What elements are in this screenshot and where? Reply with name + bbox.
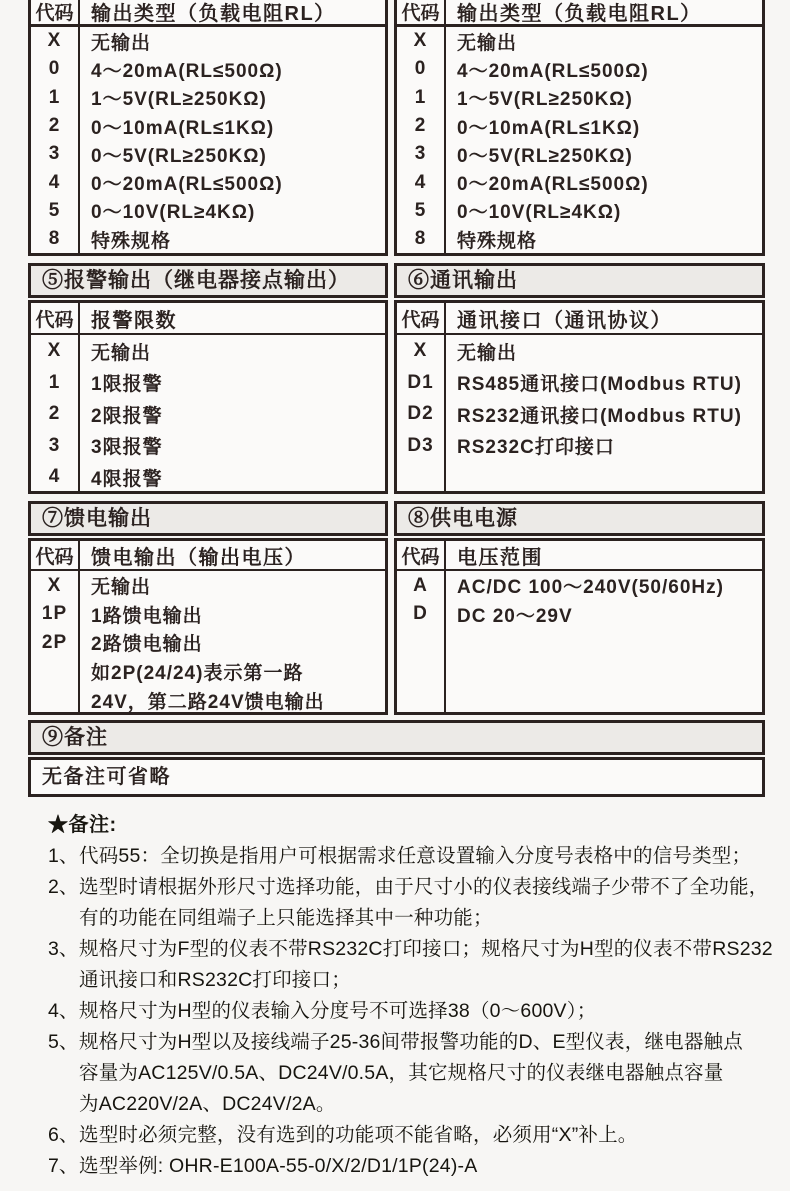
table-row [31, 657, 385, 686]
footnote-text: 通讯接口和RS232C打印接口； [79, 969, 351, 992]
code-cell: 5 [414, 199, 427, 221]
code-cell: 8 [414, 228, 427, 250]
section-6-communication-output [394, 263, 765, 494]
footnote-line [48, 1089, 765, 1120]
footnote-number: 6、 [48, 1124, 79, 1147]
desc-cell: 4～20mA(RL≤500Ω) [91, 60, 283, 82]
desc-cell: 0～20mA(RL≤500Ω) [91, 174, 283, 196]
code-cell: D3 [407, 434, 434, 456]
table-row [397, 55, 762, 83]
table-row [397, 197, 762, 225]
desc-header: 通讯接口（通讯协议） [457, 309, 672, 332]
desc-cell: 0～10mA(RL≤1KΩ) [91, 117, 275, 139]
desc-cell: 无输出 [457, 32, 518, 54]
table-row [31, 55, 385, 83]
desc-header: 电压范围 [457, 546, 543, 569]
code-header: 代码 [401, 309, 440, 331]
code-header: 代码 [35, 2, 74, 24]
table-row [31, 225, 385, 253]
footnote-text: 代码55：全切换是指用户可根据需求任意设置输入分度号表格中的信号类型； [79, 845, 752, 868]
footnote-line [48, 934, 773, 965]
table-row [31, 27, 385, 55]
desc-cell: 24V，第二路24V馈电输出 [91, 691, 325, 713]
table-row [31, 140, 385, 168]
footnote-text: 容量为AC125V/0.5A、DC24V/0.5A，其它规格尺寸的仪表继电器触点容量 [79, 1062, 724, 1085]
footnote-number: 3、 [48, 938, 79, 961]
table-row [397, 398, 762, 430]
desc-cell: 4～20mA(RL≤500Ω) [457, 60, 649, 82]
table-row [31, 571, 385, 600]
table-row [31, 112, 385, 140]
desc-cell: 无输出 [91, 32, 152, 54]
footnotes-title: ★备注: [48, 814, 117, 837]
table-row [397, 335, 762, 367]
table-row [31, 686, 385, 715]
section-8-power-supply [394, 501, 765, 715]
output-tables-row [28, 0, 765, 256]
code-header: 代码 [35, 309, 74, 331]
desc-cell: 0～10V(RL≥4KΩ) [457, 202, 622, 224]
table-row [31, 335, 385, 367]
code-cell: 1 [48, 371, 61, 393]
table-row [397, 430, 762, 462]
table-header-row [397, 303, 762, 335]
footnotes [28, 810, 773, 1182]
footnote-number: 2、 [48, 876, 79, 899]
footnote-number: 5、 [48, 1031, 79, 1054]
table-row [31, 600, 385, 629]
footnote-line [48, 841, 765, 872]
table-row [31, 398, 385, 430]
footnote-line [48, 1151, 765, 1182]
section-6-header: ⑥通讯输出 [394, 263, 765, 298]
code-header: 代码 [35, 546, 74, 568]
code-cell: X [47, 574, 62, 596]
footnote-number [48, 1089, 79, 1120]
desc-cell: 无输出 [91, 577, 152, 599]
footnote-number [48, 1058, 79, 1089]
code-cell: 4 [48, 171, 61, 193]
table-row [31, 461, 385, 493]
code-cell: A [413, 574, 428, 596]
section-8-header: ⑧供电电源 [394, 501, 765, 536]
code-cell: 2 [48, 115, 61, 137]
table-header-row [397, 0, 762, 27]
desc-cell: 0～20mA(RL≤500Ω) [457, 174, 649, 196]
code-cell: 1 [414, 86, 427, 108]
code-cell: 4 [48, 466, 61, 488]
desc-cell: AC/DC 100～240V(50/60Hz) [457, 577, 724, 599]
table-row [397, 27, 762, 55]
desc-header: 馈电输出（输出电压） [91, 546, 306, 569]
footnote-line [48, 1027, 765, 1058]
code-cell: 0 [48, 58, 61, 80]
table-header-row [31, 303, 385, 335]
desc-header: 输出类型（负载电阻RL） [91, 2, 336, 25]
sections-row-5-6 [28, 263, 765, 494]
table-row [397, 600, 762, 629]
desc-cell: RS232通讯接口(Modbus RTU) [457, 405, 742, 427]
code-cell: 2 [48, 403, 61, 425]
code-cell: 1P [41, 603, 68, 625]
desc-cell: RS232C打印接口 [457, 437, 615, 459]
code-cell: D2 [407, 403, 434, 425]
footnote-line [48, 996, 765, 1027]
code-cell: D1 [407, 371, 434, 393]
code-cell: 2P [41, 631, 68, 653]
desc-cell: 1路馈电输出 [91, 605, 203, 627]
code-cell: X [413, 30, 428, 52]
code-header: 代码 [401, 546, 440, 568]
sections-row-7-8 [28, 501, 765, 715]
desc-cell: 2限报警 [91, 405, 163, 427]
table-row [397, 367, 762, 399]
table-row [397, 225, 762, 253]
section-8-table [394, 538, 765, 715]
table-header-row [397, 541, 762, 571]
footnote-number: 4、 [48, 1000, 79, 1023]
code-cell: X [47, 340, 62, 362]
table-row [31, 197, 385, 225]
desc-cell: RS485通讯接口(Modbus RTU) [457, 374, 742, 396]
footnote-text: 选型时必须完整，没有选到的功能项不能省略，必须用“X”补上。 [79, 1124, 638, 1147]
code-cell: X [413, 340, 428, 362]
footnote-number [48, 903, 79, 934]
code-cell: 8 [48, 228, 61, 250]
desc-header: 输出类型（负载电阻RL） [457, 2, 702, 25]
table-row [397, 571, 762, 600]
desc-cell: 4限报警 [91, 468, 163, 490]
desc-cell: 0～10mA(RL≤1KΩ) [457, 117, 641, 139]
code-cell: 3 [414, 143, 427, 165]
desc-cell: 1～5V(RL≥250KΩ) [91, 89, 267, 111]
top-table-left [28, 0, 388, 256]
footnote-line [48, 1058, 765, 1089]
code-cell: 4 [414, 171, 427, 193]
code-cell: X [47, 30, 62, 52]
code-cell: 3 [48, 143, 61, 165]
desc-cell: 1～5V(RL≥250KΩ) [457, 89, 633, 111]
footnote-line [48, 903, 765, 934]
code-cell: 0 [414, 58, 427, 80]
section-7-feed-output [28, 501, 388, 715]
desc-cell: DC 20～29V [457, 605, 573, 627]
desc-cell: 特殊规格 [457, 230, 538, 252]
desc-cell: 2路馈电输出 [91, 634, 203, 656]
footnote-text: 规格尺寸为F型的仪表不带RS232C打印接口；规格尺寸为H型的仪表不带RS232 [79, 938, 773, 961]
table-row [397, 84, 762, 112]
table-header-row [31, 541, 385, 571]
footnote-number: 1、 [48, 845, 79, 868]
desc-cell: 特殊规格 [91, 230, 172, 252]
code-cell: 1 [48, 86, 61, 108]
top-table-right [394, 0, 765, 256]
section-5-table [28, 300, 388, 494]
code-cell: 2 [414, 115, 427, 137]
section-5-alarm-output [28, 263, 388, 494]
table-row [31, 629, 385, 658]
desc-cell: 0～10V(RL≥4KΩ) [91, 202, 256, 224]
section-9-header: ⑨备注 [28, 720, 765, 755]
section-9-remark [28, 720, 765, 797]
section-7-header: ⑦馈电输出 [28, 501, 388, 536]
table-row [397, 140, 762, 168]
footnote-list [48, 841, 773, 1182]
desc-cell: 3限报警 [91, 437, 163, 459]
desc-cell: 如2P(24/24)表示第一路 [91, 662, 304, 684]
table-row [31, 430, 385, 462]
table-row [397, 112, 762, 140]
section-7-table [28, 538, 388, 715]
footnote-line [48, 965, 765, 996]
desc-cell: 0～5V(RL≥250KΩ) [91, 145, 267, 167]
table-row [31, 84, 385, 112]
footnote-text: 为AC220V/2A、DC24V/2A。 [79, 1093, 336, 1116]
footnote-line [48, 872, 769, 903]
code-cell: 5 [48, 199, 61, 221]
desc-header: 报警限数 [91, 309, 177, 332]
code-cell: D [413, 603, 428, 625]
desc-cell: 1限报警 [91, 374, 163, 396]
footnote-text: 选型举例: OHR-E100A-55-0/X/2/D1/1P(24)-A [79, 1155, 478, 1178]
table-header-row [31, 0, 385, 27]
section-6-table [394, 300, 765, 494]
table-row [31, 168, 385, 196]
table-row [397, 168, 762, 196]
footnote-number [48, 965, 79, 996]
code-header: 代码 [401, 2, 440, 24]
footnote-text: 选型时请根据外形尺寸选择功能，由于尺寸小的仪表接线端子少带不了全功能， [79, 876, 769, 899]
footnote-text: 规格尺寸为H型以及接线端子25-36间带报警功能的D、E型仪表，继电器触点 [79, 1031, 743, 1054]
footnote-number: 7、 [48, 1155, 79, 1178]
table-row [31, 367, 385, 399]
code-cell: 3 [48, 434, 61, 456]
footnote-line [48, 1120, 765, 1151]
remark-content: 无备注可省略 [28, 757, 765, 797]
section-5-header: ⑤报警输出（继电器接点输出） [28, 263, 388, 298]
footnote-text: 规格尺寸为H型的仪表输入分度号不可选择38（0～600V）； [79, 1000, 597, 1023]
desc-cell: 无输出 [457, 342, 518, 364]
desc-cell: 0～5V(RL≥250KΩ) [457, 145, 633, 167]
footnote-text: 有的功能在同组端子上只能选择其中一种功能； [79, 907, 493, 930]
desc-cell: 无输出 [91, 342, 152, 364]
